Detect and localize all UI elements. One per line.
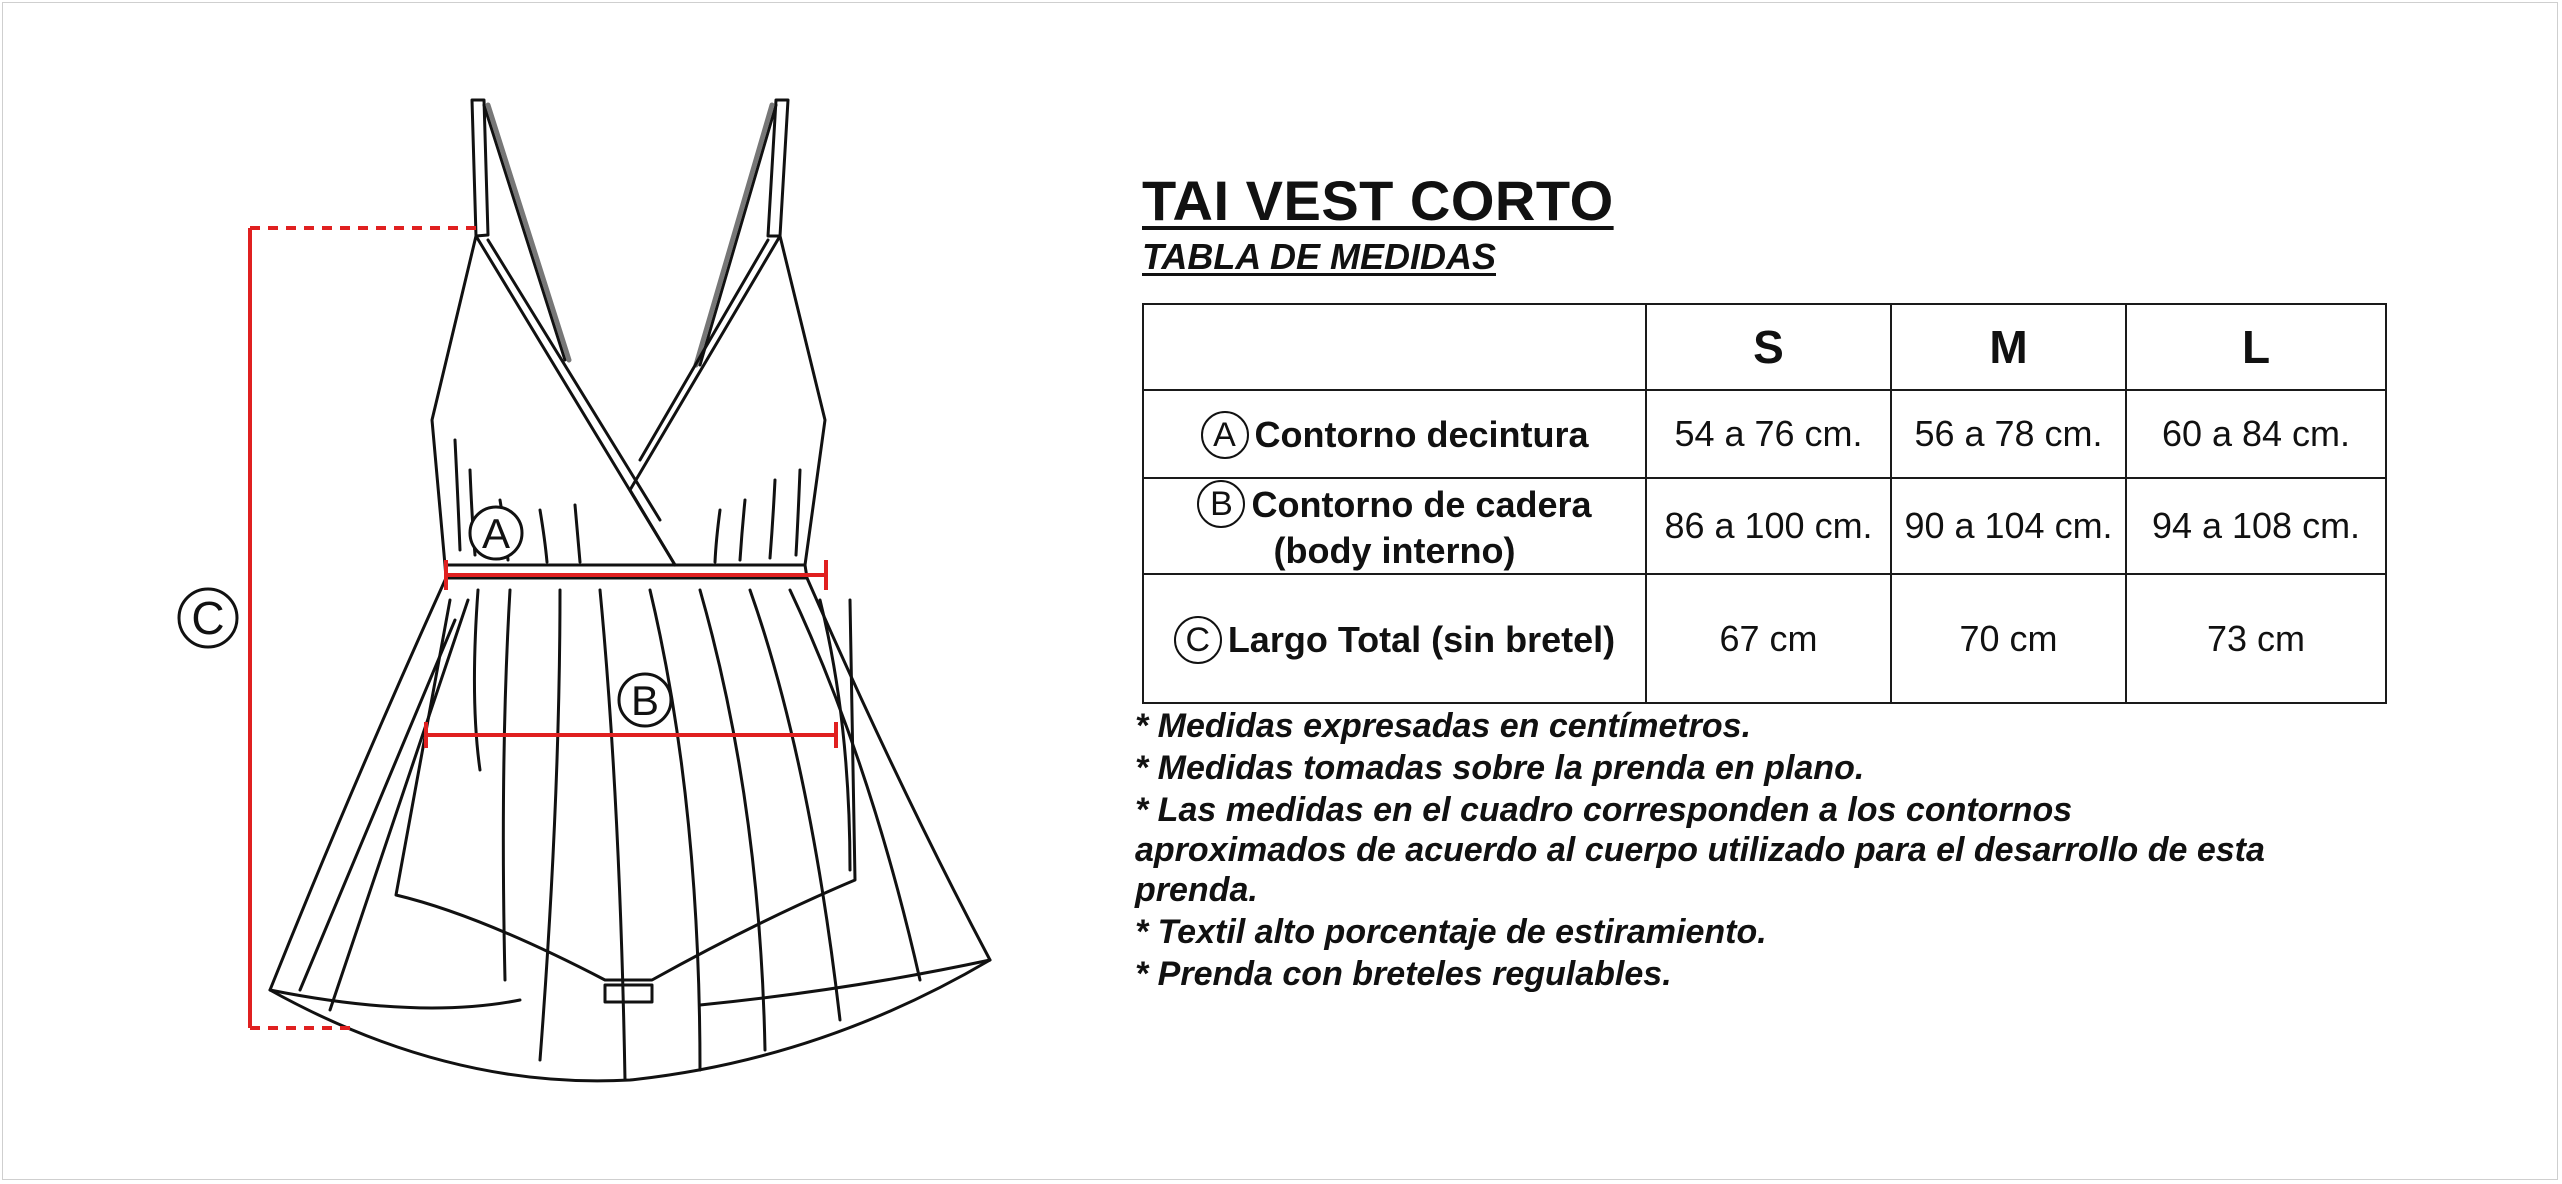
marker-a-label: A (481, 510, 511, 557)
left-strap (472, 100, 488, 236)
value-cell: 67 cm (1646, 574, 1891, 703)
skirt-hem (270, 960, 990, 1081)
value-cell: 60 a 84 cm. (2126, 390, 2386, 478)
neckline-right-inner (640, 240, 768, 460)
body-inner (396, 600, 855, 980)
garment-diagram (0, 0, 1120, 1184)
row-label-subtext: (body interno) (1273, 530, 1516, 572)
right-strap-edge (700, 105, 776, 365)
value-cell: 56 a 78 cm. (1891, 390, 2126, 478)
row-label-hip (1143, 478, 1646, 574)
notes-list (1135, 706, 2285, 996)
note-item: * Medidas expresadas en centímetros. (1135, 707, 1752, 745)
bodice-left (432, 236, 476, 565)
page-subtitle: TABLA DE MEDIDAS (1142, 236, 1496, 277)
row-label-text: Contorno decintura (1254, 414, 1589, 456)
row-label-text: Largo Total (sin bretel) (1227, 619, 1616, 661)
row-label-length (1143, 574, 1646, 703)
bodice-right (780, 236, 825, 565)
size-header-l: L (2126, 304, 2386, 390)
size-header-s: S (1646, 304, 1891, 390)
value-cell: 73 cm (2126, 574, 2386, 703)
header-empty-cell (1143, 304, 1646, 390)
value-cell: 94 a 108 cm. (2126, 478, 2386, 574)
neckline-right-outer (630, 236, 780, 565)
table-row (1143, 390, 2386, 478)
note-item: * Las medidas en el cuadro corresponden a los contornos aproximados de acuerdo al cuerpo utilizado para el desarrollo de esta prenda. (1135, 791, 2265, 909)
value-cell: 54 a 76 cm. (1646, 390, 1891, 478)
size-chart-table (1142, 303, 2387, 704)
marker-c-label: C (191, 592, 225, 644)
marker-b-badge: B (1197, 480, 1245, 528)
marker-c-badge: C (1174, 616, 1222, 664)
page-title: TAI VEST CORTO (1142, 169, 1614, 232)
marker-b-label: B (630, 677, 660, 724)
row-label-waist (1143, 390, 1646, 478)
neckline-left-inner (488, 240, 660, 520)
table-row (1143, 574, 2386, 703)
skirt-right (807, 578, 990, 960)
value-cell: 86 a 100 cm. (1646, 478, 1891, 574)
left-strap-edge (484, 105, 565, 360)
note-item: * Prenda con breteles regulables. (1135, 955, 1672, 993)
row-label-text: Contorno de cadera (1251, 483, 1592, 525)
marker-a-badge: A (1201, 411, 1249, 459)
table-row (1143, 478, 2386, 574)
size-header-m: M (1891, 304, 2126, 390)
note-item: * Medidas tomadas sobre la prenda en plano. (1135, 749, 1865, 787)
value-cell: 90 a 104 cm. (1891, 478, 2126, 574)
table-header-row (1143, 304, 2386, 390)
gusset (605, 985, 652, 1002)
value-cell: 70 cm (1891, 574, 2126, 703)
note-item: * Textil alto porcentaje de estiramiento. (1135, 913, 1767, 951)
